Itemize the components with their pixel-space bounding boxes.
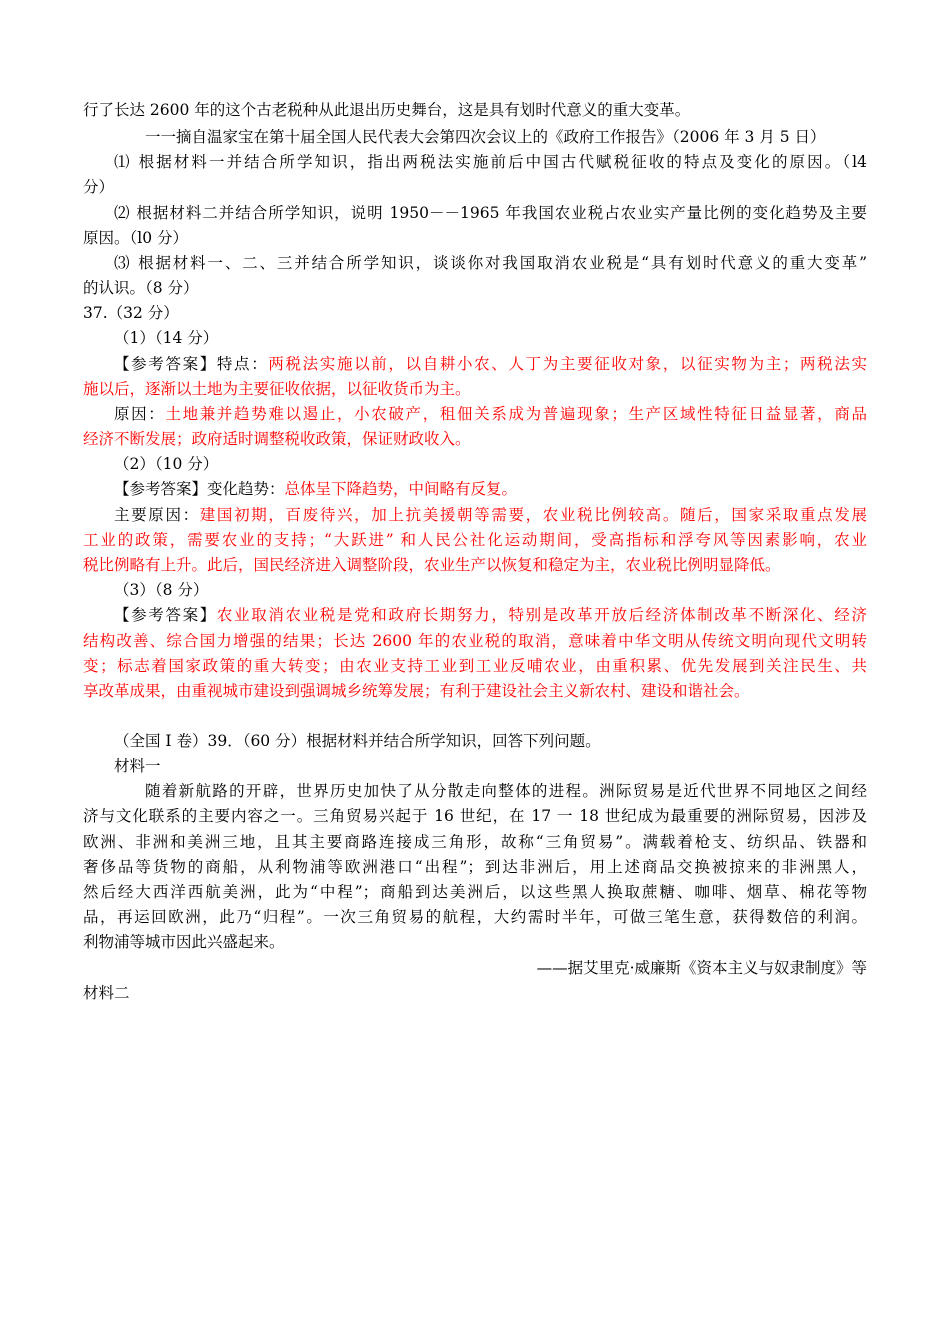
yuanyin-label: 原因： <box>114 405 166 423</box>
intro-line: 行了长达 2600 年的这个古老税种从此退出历史舞台，这是具有划时代意义的重大变革。 <box>83 101 691 119</box>
material-1-line-3: 欧洲、非洲和美洲三地，且其主要商路连接成三角形，故称“三角贸易”。满载着枪支、纺织品、铁器和 <box>83 833 867 851</box>
trend-label: 变化趋势： <box>207 480 285 498</box>
question-39-title: （全国 I 卷）39．（60 分）根据材料并结合所学知识，回答下列问题。 <box>114 732 601 750</box>
material-1-line-4: 奢侈品等货物的商船，从利物浦等欧洲港口“出程”；到达非洲后，用上述商品交换被掠来的非洲黑人， <box>83 858 867 876</box>
question-3-line-1: ⑶ 根据材料一、二、三并结合所学知识，谈谈你对我国取消农业税是“具有划时代意义的重大变革” <box>114 254 867 272</box>
answer-37-part-2: （2）（10 分） <box>114 455 219 473</box>
answer-3-line-2: 结构改善、综合国力增强的结果；长达 2600 年的农业税的取消，意味着中华文明从传统文明向现代文明转 <box>83 632 867 650</box>
answer-1-yuanyin-line-1 <box>114 402 867 427</box>
answer-2-main-line-3: 税比例略有上升。此后，国民经济进入调整阶段，农业生产以恢复和稳定为主，农业税比例明显降低。 <box>83 556 781 574</box>
tedian-text-1: 两税法实施以前，以自耕小农、人丁为主要征收对象，以征实物为主；两税法实 <box>268 355 867 373</box>
material-2-label: 材料二 <box>83 984 130 1002</box>
answer-37-part-3: （3）（8 分） <box>114 581 209 599</box>
answer-3-line-1 <box>114 603 867 628</box>
question-3-line-2: 的认识。（8 分） <box>83 279 199 297</box>
answer-2-main-line-1 <box>114 503 867 528</box>
material-1-line-7: 利物浦等城市因此兴盛起来。 <box>83 933 285 951</box>
main-reason-text-1: 建国初期，百废待兴，加上抗美援朝等需要，农业税比例较高。随后，国家采取重点发展 <box>199 506 867 524</box>
answer-1-tedian-line-1 <box>114 352 867 377</box>
ref-answer-label: 【参考答案】 <box>114 480 208 498</box>
material-1-label: 材料一 <box>114 757 161 775</box>
answer-1-tedian-line-2: 施以后，逐渐以土地为主要征收依据，以征收货币为主。 <box>83 380 471 398</box>
material-1-source: ——据艾里克·威廉斯《资本主义与奴隶制度》等 <box>536 959 867 977</box>
answer-2-main-line-2: 工业的政策，需要农业的支持；“大跃进” 和人民公社化运动期间，受高指标和浮夸风等因素影响，农业 <box>83 531 867 549</box>
intro-source: 一一摘自温家宝在第十届全国人民代表大会第四次会议上的《政府工作报告》（2006 年 3 月 5 日） <box>145 128 826 146</box>
trend-text: 总体呈下降趋势，中间略有反复。 <box>284 480 518 498</box>
answer-3-text-1: 农业取消农业税是党和政府长期努力，特别是改革开放后经济体制改革不断深化、经济 <box>216 606 867 624</box>
answer-3-line-3: 变；标志着国家政策的重大转变；由农业支持工业到工业反哺农业，由重积累、优先发展到关注民生、共 <box>83 657 867 675</box>
main-reason-label: 主要原因： <box>114 506 200 524</box>
answer-37-part-1: （1）（14 分） <box>114 329 219 347</box>
yuanyin-text-1: 土地兼并趋势难以遏止，小农破产，租佃关系成为普遍现象；生产区域性特征日益显著，商品 <box>165 405 867 423</box>
material-1-line-6: 品，再运回欧洲，此乃“归程”。一次三角贸易的航程，大约需时半年，可做三笔生意，获得数倍的利润。 <box>83 908 867 926</box>
answer-1-yuanyin-line-2: 经济不断发展；政府适时调整税收政策，保证财政收入。 <box>83 430 471 448</box>
question-2-line-1: ⑵ 根据材料二并结合所学知识，说明 1950－－1965 年我国农业税占农业实产量比例的变化趋势及主要 <box>114 204 867 222</box>
answer-2-trend <box>114 477 517 502</box>
tedian-label: 特点： <box>216 355 269 373</box>
material-1-line-1: 随着新航路的开辟，世界历史加快了从分散走向整体的进程。洲际贸易是近代世界不同地区之间经 <box>145 782 867 800</box>
question-2-line-2: 原因。（l0 分） <box>83 229 188 247</box>
ref-answer-label: 【参考答案】 <box>114 606 217 624</box>
material-1-line-5: 然后经大西洋西航美洲，此为“中程”；商船到达美洲后，以这些黑人换取蔗糖、咖啡、烟草、棉花等物 <box>83 883 867 901</box>
material-1-line-2: 济与文化联系的主要内容之一。三角贸易兴起于 16 世纪，在 17 一 18 世纪成为最重要的洲际贸易，因涉及 <box>83 807 867 825</box>
answer-3-line-4: 享改革成果，由重视城市建设到强调城乡统筹发展；有利于建设社会主义新农村、建设和谐社会。 <box>83 682 750 700</box>
ref-answer-label: 【参考答案】 <box>114 355 217 373</box>
question-1-line-1: ⑴ 根据材料一并结合所学知识，指出两税法实施前后中国古代赋税征收的特点及变化的原因。（l4 <box>114 153 867 171</box>
question-1-line-2: 分） <box>83 178 115 196</box>
answer-37-header: 37.（32 分） <box>83 304 179 322</box>
